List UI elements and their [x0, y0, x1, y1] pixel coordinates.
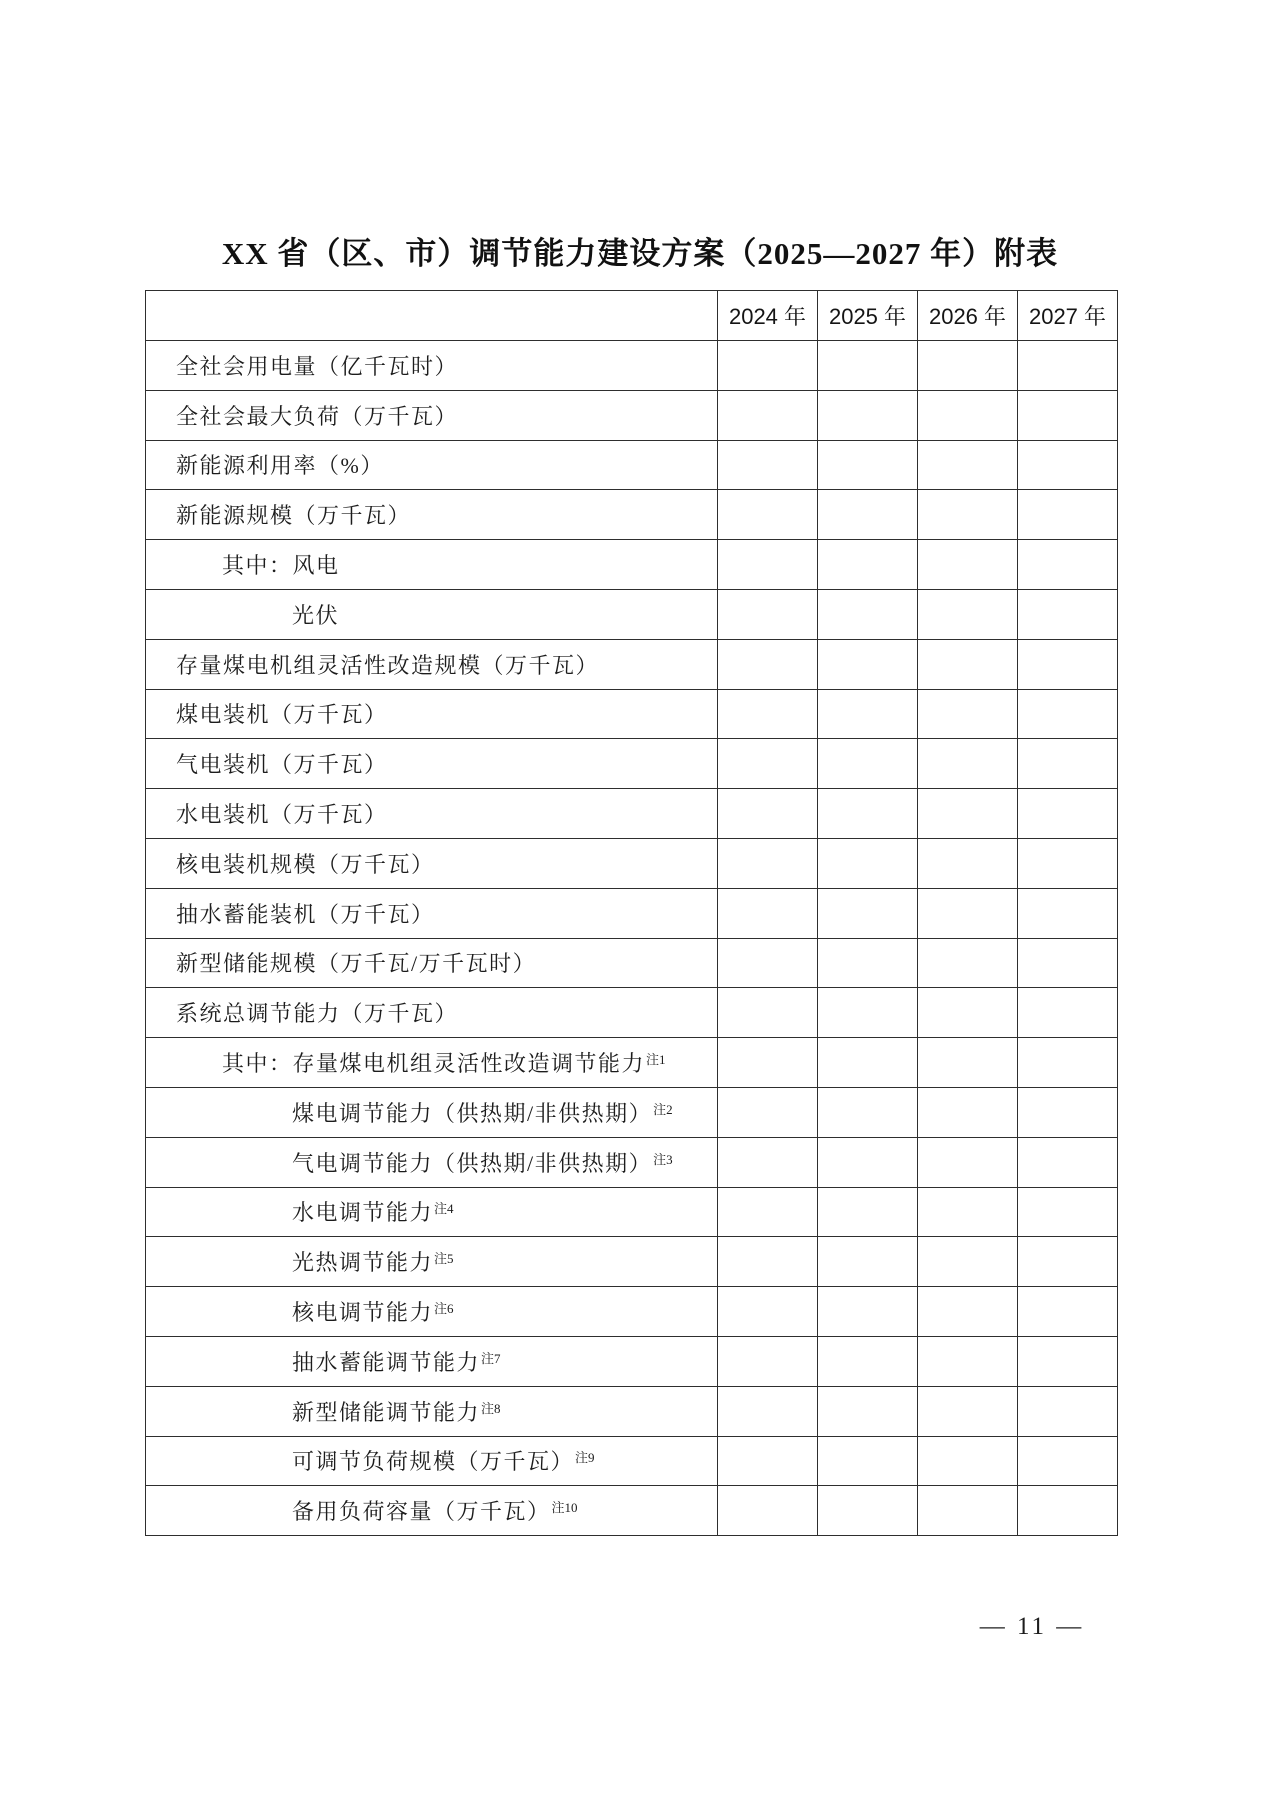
value-cell-2 [918, 888, 1018, 938]
table-row [146, 341, 1118, 391]
value-cell-2 [918, 639, 1018, 689]
value-cell-0 [718, 1087, 818, 1137]
value-cell-3 [1018, 1187, 1118, 1237]
value-cell-2 [918, 1486, 1018, 1536]
corner-cell [146, 291, 718, 341]
row-label-cell [146, 1336, 718, 1386]
value-cell-1 [818, 938, 918, 988]
table-row [146, 490, 1118, 540]
note-superscript: 注10 [551, 1500, 578, 1516]
value-cell-2 [918, 1087, 1018, 1137]
value-cell-0 [718, 490, 818, 540]
value-cell-0 [718, 1287, 818, 1337]
value-cell-3 [1018, 739, 1118, 789]
value-cell-1 [818, 1436, 918, 1486]
value-cell-3 [1018, 888, 1118, 938]
value-cell-0 [718, 440, 818, 490]
row-label-cell [146, 490, 718, 540]
value-cell-3 [1018, 1137, 1118, 1187]
value-cell-3 [1018, 1386, 1118, 1436]
value-cell-0 [718, 1137, 818, 1187]
value-cell-1 [818, 1038, 918, 1088]
row-label: 核电调节能力 [292, 1300, 434, 1326]
row-label: 存量煤电机组灵活性改造规模（万千瓦） [176, 652, 600, 678]
row-label: 新能源利用率（%） [176, 453, 384, 479]
value-cell-2 [918, 390, 1018, 440]
value-cell-2 [918, 1137, 1018, 1187]
table-row [146, 1336, 1118, 1386]
table-row [146, 1187, 1118, 1237]
value-cell-3 [1018, 789, 1118, 839]
value-cell-1 [818, 739, 918, 789]
table-body [146, 341, 1118, 1536]
table-row [146, 440, 1118, 490]
row-label-cell [146, 1137, 718, 1187]
value-cell-1 [818, 540, 918, 590]
value-cell-1 [818, 888, 918, 938]
value-cell-3 [1018, 938, 1118, 988]
note-superscript: 注3 [653, 1151, 673, 1167]
row-label-cell [146, 1237, 718, 1287]
row-label: 新型储能调节能力 [292, 1399, 481, 1425]
value-cell-1 [818, 490, 918, 540]
value-cell-1 [818, 789, 918, 839]
value-cell-0 [718, 1038, 818, 1088]
row-label-cell [146, 1386, 718, 1436]
plan-table [145, 290, 1118, 1536]
row-label: 抽水蓄能调节能力 [292, 1349, 481, 1375]
value-cell-3 [1018, 390, 1118, 440]
value-cell-3 [1018, 1287, 1118, 1337]
note-superscript: 注6 [434, 1301, 454, 1317]
value-cell-3 [1018, 838, 1118, 888]
value-cell-2 [918, 540, 1018, 590]
table-row [146, 1486, 1118, 1536]
row-label: 系统总调节能力（万千瓦） [176, 1001, 459, 1027]
row-label: 水电装机（万千瓦） [176, 802, 388, 828]
value-cell-1 [818, 1187, 918, 1237]
value-cell-2 [918, 1336, 1018, 1386]
note-superscript: 注9 [575, 1450, 595, 1466]
value-cell-2 [918, 838, 1018, 888]
value-cell-1 [818, 1486, 918, 1536]
value-cell-1 [818, 639, 918, 689]
value-cell-1 [818, 988, 918, 1038]
value-cell-3 [1018, 540, 1118, 590]
table-row [146, 390, 1118, 440]
row-label: 全社会最大负荷（万千瓦） [176, 403, 459, 429]
table-row [146, 988, 1118, 1038]
row-label: 其中：风电 [222, 553, 340, 579]
value-cell-2 [918, 938, 1018, 988]
value-cell-1 [818, 390, 918, 440]
value-cell-0 [718, 888, 818, 938]
row-label-cell [146, 888, 718, 938]
value-cell-0 [718, 589, 818, 639]
value-cell-1 [818, 689, 918, 739]
table-header [146, 291, 1118, 341]
value-cell-2 [918, 589, 1018, 639]
note-superscript: 注4 [434, 1201, 454, 1217]
value-cell-3 [1018, 1336, 1118, 1386]
note-superscript: 注8 [481, 1400, 501, 1416]
value-cell-3 [1018, 689, 1118, 739]
value-cell-0 [718, 739, 818, 789]
row-label: 煤电调节能力（供热期/非供热期） [292, 1100, 653, 1126]
note-superscript: 注2 [653, 1101, 673, 1117]
row-label: 光热调节能力 [292, 1250, 434, 1276]
year-header-2: 2026 年 [918, 291, 1018, 341]
value-cell-2 [918, 689, 1018, 739]
value-cell-2 [918, 1436, 1018, 1486]
row-label: 抽水蓄能装机（万千瓦） [176, 901, 435, 927]
value-cell-0 [718, 1486, 818, 1536]
row-label-cell [146, 341, 718, 391]
value-cell-2 [918, 490, 1018, 540]
value-cell-3 [1018, 589, 1118, 639]
row-label-cell [146, 1038, 718, 1088]
table-row [146, 1038, 1118, 1088]
row-label-cell [146, 639, 718, 689]
value-cell-2 [918, 440, 1018, 490]
table-row [146, 1436, 1118, 1486]
value-cell-0 [718, 1336, 818, 1386]
row-label: 煤电装机（万千瓦） [176, 702, 388, 728]
row-label-cell [146, 440, 718, 490]
row-label: 气电装机（万千瓦） [176, 752, 388, 778]
year-header-1: 2025 年 [818, 291, 918, 341]
row-label-cell [146, 1287, 718, 1337]
row-label: 其中：存量煤电机组灵活性改造调节能力 [222, 1051, 646, 1077]
value-cell-0 [718, 1237, 818, 1287]
table-row [146, 689, 1118, 739]
value-cell-2 [918, 988, 1018, 1038]
note-superscript: 注7 [481, 1350, 501, 1366]
row-label-cell [146, 390, 718, 440]
year-header-0: 2024 年 [718, 291, 818, 341]
table-row [146, 789, 1118, 839]
value-cell-3 [1018, 1436, 1118, 1486]
value-cell-1 [818, 1336, 918, 1386]
value-cell-2 [918, 1386, 1018, 1436]
year-header-3: 2027 年 [1018, 291, 1118, 341]
row-label-cell [146, 988, 718, 1038]
value-cell-2 [918, 789, 1018, 839]
value-cell-0 [718, 639, 818, 689]
header-row [146, 291, 1118, 341]
value-cell-1 [818, 1137, 918, 1187]
value-cell-0 [718, 938, 818, 988]
row-label-cell [146, 1486, 718, 1536]
value-cell-0 [718, 1386, 818, 1436]
table-row [146, 1087, 1118, 1137]
row-label-cell [146, 739, 718, 789]
value-cell-3 [1018, 341, 1118, 391]
value-cell-1 [818, 1237, 918, 1287]
row-label-cell [146, 838, 718, 888]
row-label: 全社会用电量（亿千瓦时） [176, 353, 459, 379]
value-cell-0 [718, 1436, 818, 1486]
value-cell-3 [1018, 1486, 1118, 1536]
value-cell-2 [918, 1237, 1018, 1287]
document-title: XX 省（区、市）调节能力建设方案（2025—2027 年）附表 [221, 236, 1059, 271]
value-cell-1 [818, 1386, 918, 1436]
row-label-cell [146, 689, 718, 739]
row-label: 可调节负荷规模（万千瓦） [292, 1449, 575, 1475]
row-label-cell [146, 1436, 718, 1486]
row-label-cell [146, 789, 718, 839]
value-cell-2 [918, 341, 1018, 391]
row-label: 新能源规模（万千瓦） [176, 503, 412, 529]
value-cell-0 [718, 789, 818, 839]
table-row [146, 589, 1118, 639]
value-cell-1 [818, 589, 918, 639]
value-cell-3 [1018, 988, 1118, 1038]
row-label: 核电装机规模（万千瓦） [176, 851, 435, 877]
table-row [146, 938, 1118, 988]
value-cell-3 [1018, 440, 1118, 490]
row-label: 备用负荷容量（万千瓦） [292, 1499, 551, 1525]
value-cell-2 [918, 739, 1018, 789]
table-row [146, 838, 1118, 888]
table-row [146, 1237, 1118, 1287]
value-cell-1 [818, 838, 918, 888]
value-cell-0 [718, 341, 818, 391]
table-row [146, 1386, 1118, 1436]
row-label-cell [146, 1187, 718, 1237]
value-cell-0 [718, 1187, 818, 1237]
table-row [146, 739, 1118, 789]
row-label: 光伏 [292, 602, 340, 628]
row-label-cell [146, 938, 718, 988]
row-label-cell [146, 540, 718, 590]
value-cell-0 [718, 988, 818, 1038]
value-cell-2 [918, 1038, 1018, 1088]
value-cell-3 [1018, 1087, 1118, 1137]
row-label-cell [146, 1087, 718, 1137]
value-cell-2 [918, 1287, 1018, 1337]
value-cell-1 [818, 1087, 918, 1137]
value-cell-3 [1018, 1237, 1118, 1287]
page-number: — 11 — [979, 1613, 1085, 1640]
value-cell-0 [718, 540, 818, 590]
value-cell-3 [1018, 639, 1118, 689]
value-cell-3 [1018, 1038, 1118, 1088]
value-cell-1 [818, 1287, 918, 1337]
value-cell-0 [718, 838, 818, 888]
table-row [146, 540, 1118, 590]
table-row [146, 639, 1118, 689]
row-label: 新型储能规模（万千瓦/万千瓦时） [176, 951, 537, 977]
table-row [146, 1287, 1118, 1337]
note-superscript: 注5 [434, 1251, 454, 1267]
table-row [146, 888, 1118, 938]
value-cell-1 [818, 341, 918, 391]
value-cell-0 [718, 390, 818, 440]
note-superscript: 注1 [646, 1052, 666, 1068]
value-cell-1 [818, 440, 918, 490]
value-cell-2 [918, 1187, 1018, 1237]
row-label: 水电调节能力 [292, 1200, 434, 1226]
row-label-cell [146, 589, 718, 639]
value-cell-0 [718, 689, 818, 739]
row-label: 气电调节能力（供热期/非供热期） [292, 1150, 653, 1176]
table-row [146, 1137, 1118, 1187]
value-cell-3 [1018, 490, 1118, 540]
